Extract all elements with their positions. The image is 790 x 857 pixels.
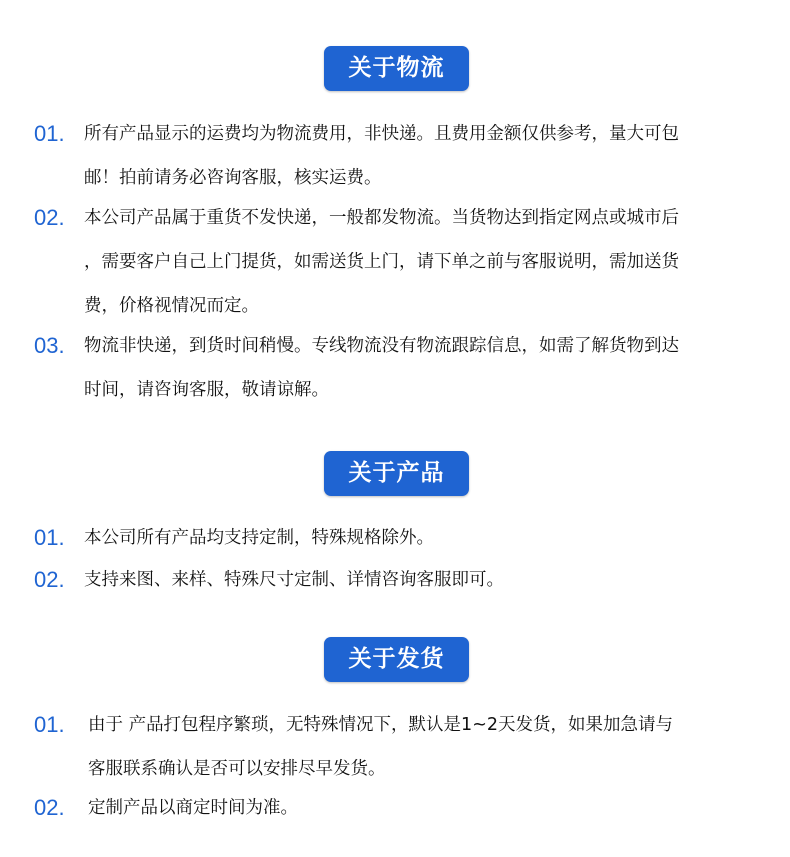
item-text xyxy=(84,558,774,602)
section-title-products: 关于产品 xyxy=(324,451,469,496)
item-line: 邮！拍前请务必咨询客服，核实运费。 xyxy=(84,168,382,188)
section-title-logistics: 关于物流 xyxy=(324,46,469,91)
item-text xyxy=(88,786,778,830)
item-text xyxy=(84,196,774,328)
item-text xyxy=(84,516,774,560)
item-text xyxy=(84,112,774,200)
item-number: 01. xyxy=(34,712,65,737)
item-number: 02. xyxy=(34,795,65,820)
item-text xyxy=(84,324,774,412)
item-line: 所有产品显示的运费均为物流费用，非快递。且费用金额仅供参考，量大可包 xyxy=(84,124,679,144)
item-number: 01. xyxy=(34,525,65,550)
item-line: 支持来图、来样、特殊尺寸定制、详情咨询客服即可。 xyxy=(84,570,504,590)
item-line: 时间，请咨询客服，敬请谅解。 xyxy=(84,380,329,400)
item-number: 03. xyxy=(34,333,65,358)
item-line: 费，价格视情况而定。 xyxy=(84,296,259,316)
item-line: 本公司所有产品均支持定制，特殊规格除外。 xyxy=(84,528,434,548)
item-line: 由于 产品打包程序繁琐，无特殊情况下，默认是1~2天发货，如果加急请与 xyxy=(88,715,673,735)
item-line: 定制产品以商定时间为准。 xyxy=(88,798,298,818)
item-line: ，需要客户自己上门提货，如需送货上门，请下单之前与客服说明，需加送货 xyxy=(84,252,679,272)
item-line: 本公司产品属于重货不发快递，一般都发物流。当货物达到指定网点或城市后 xyxy=(84,208,679,228)
item-text xyxy=(88,703,778,791)
item-number: 01. xyxy=(34,121,65,146)
item-line: 客服联系确认是否可以安排尽早发货。 xyxy=(88,759,386,779)
item-line: 物流非快递，到货时间稍慢。专线物流没有物流跟踪信息，如需了解货物到达 xyxy=(84,336,679,356)
item-number: 02. xyxy=(34,205,65,230)
section-title-shipping: 关于发货 xyxy=(324,637,469,682)
item-number: 02. xyxy=(34,567,65,592)
